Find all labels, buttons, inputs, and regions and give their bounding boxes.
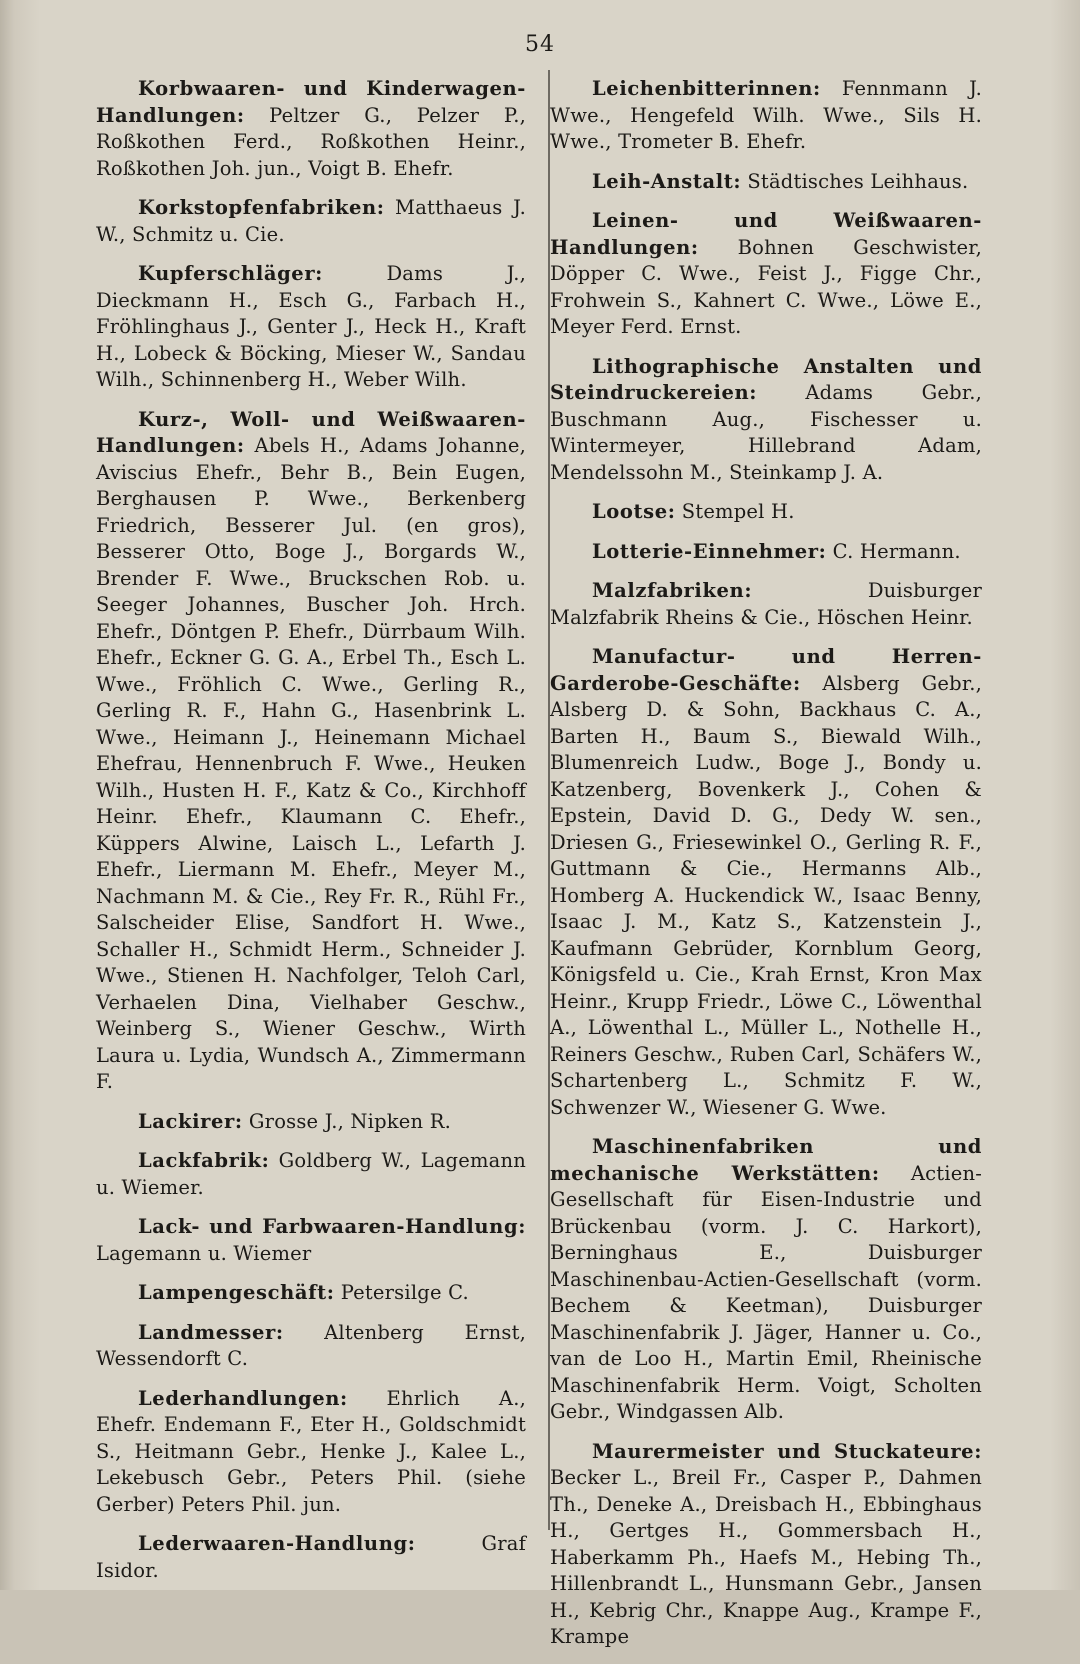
directory-entry xyxy=(96,1214,526,1267)
entry-heading: Lotterie-Einnehmer: xyxy=(592,539,827,563)
entry-heading: Lederwaaren-Handlung: xyxy=(138,1532,416,1555)
entry-heading: Manufactur- und Herren-Garderobe-Geschäfte: xyxy=(550,645,982,695)
entry-text: Actien-Gesellschaft für Eisen-Industrie und Brückenbau (vorm. J. C. Harkort), Berninghaus E., Duisburger Maschinenbau-Actien-Gesellschaft (vorm. Bechem & Keetman), Duisburger Maschinenfabrik J. Jäger, Hanner u. Co., van de Loo H., Martin Emil, Rheinische Maschinenfabrik Herm. Voigt, Scholten Gebr., Windgassen Alb. xyxy=(550,1161,983,1423)
entry-text: Ehrlich A., Ehefr. Endemann F., Eter H., Goldschmidt S., Heitmann Gebr., Henke J., Kalee L., Lekebusch Gebr., Peters Phil. (siehe Gerber) Peters Phil. jun. xyxy=(96,1386,526,1516)
entry-text: Altenberg Ernst, Wessendorft C. xyxy=(96,1320,527,1370)
entry-text: Matthaeus J. W., Schmitz u. Cie. xyxy=(96,196,526,246)
entry-text: Grosse J., Nipken R. xyxy=(248,1109,451,1133)
entry-text: Goldberg W., Lagemann u. Wiemer. xyxy=(96,1149,527,1199)
entry-heading: Lithographische Anstalten und Steindruckereien: xyxy=(550,354,982,404)
directory-entry xyxy=(550,499,982,526)
entry-text: Abels H., Adams Johanne, Aviscius Ehefr., Behr B., Bein Eugen, Berghausen P. Wwe., Berkenberg Friedrich, Besserer Jul. (en gros), Besserer Otto, Boge J., Borgards W., Brender F. Wwe., Bruckschen Rob. u. Seeger Johannes, Buscher Joh. Hrch. Ehefr., Döntgen P. Ehefr., Dürrbaum Wilh. Ehefr., Eckner G. G. A., Erbel Th., Esch L. Wwe., Fröhlich C. Wwe., Gerling R., Gerling R. F., Hahn G., Hasenbrink L. Wwe., Heimann J., Heinemann Michael Ehefrau, Hennenbruch F. Wwe., Heuken Wilh., Husten H. F., Katz & Co., Kirchhoff Heinr. Ehefr., Klaumann C. Ehefr., Küppers Alwine, Laisch L., Lefarth J. Ehefr., Liermann M. Ehefr., Meyer M., Nachmann M. & Cie., Rey Fr. R., Rühl Fr., Salscheider Elise, Sandfort H. Wwe., Schaller H., Schmidt Herm., Schneider J. Wwe., Stienen H. Nachfolger, Teloh Carl, Verhaelen Dina, Vielhaber Geschw., Weinberg S., Wiener Geschw., Wirth Laura u. Lydia, Wundsch A., Zimmermann F. xyxy=(96,434,526,1093)
directory-entry xyxy=(96,1280,526,1307)
entry-text: Dams J., Dieckmann H., Esch G., Farbach H., Fröhlinghaus J., Genter J., Heck H., Kraft H., Lobeck & Böcking, Mieser W., Sandau Wilh., Schinnenberg H., Weber Wilh. xyxy=(96,262,526,391)
entry-text: Lagemann u. Wiemer xyxy=(96,1241,312,1265)
entry-heading: Malzfabriken: xyxy=(592,579,753,602)
entry-text: Städtisches Leihhaus. xyxy=(747,169,969,193)
directory-entry xyxy=(96,407,526,1096)
directory-entry xyxy=(96,1320,526,1373)
entry-text: Adams Gebr., Buschmann Aug., Fischesser u. Wintermeyer, Hillebrand Adam, Mendelssohn M., Steinkamp J. A. xyxy=(550,381,983,484)
right-column xyxy=(550,76,982,1664)
entry-text: Graf Isidor. xyxy=(96,1532,526,1582)
directory-entry xyxy=(96,1148,526,1201)
entry-text: Stempel H. xyxy=(681,500,795,523)
left-column xyxy=(96,76,526,1597)
directory-entry xyxy=(550,1439,982,1651)
entry-heading: Lederhandlungen: xyxy=(138,1386,348,1410)
entry-text: Duisburger Malzfabrik Rheins & Cie., Höschen Heinr. xyxy=(550,579,982,629)
entry-heading: Maschinenfabriken und mechanische Werkstätten: xyxy=(550,1135,982,1185)
directory-entry xyxy=(96,1531,526,1584)
entry-heading: Maurermeister und Stuckateure: xyxy=(592,1439,982,1463)
entry-heading: Lackfabrik: xyxy=(138,1149,270,1172)
entry-heading: Leih-Anstalt: xyxy=(592,169,742,193)
page-number: 54 xyxy=(525,32,555,57)
entry-heading: Lootse: xyxy=(592,500,676,523)
directory-entry xyxy=(550,208,982,341)
directory-entry xyxy=(550,169,982,196)
directory-entry xyxy=(96,195,526,248)
entry-text: Alsberg Gebr., Alsberg D. & Sohn, Backhaus C. A., Barten H., Baum S., Biewald Wilh., Blumenreich Ludw., Boge J., Bondy u. Katzenberg, Bovenkerk J., Cohen & Epstein, David D. G., Dedy W. sen., Driesen G., Friesewinkel O., Gerling R. F., Guttmann & Cie., Hermanns Alb., Homberg A. Huckendick W., Isaac Benny, Isaac J. M., Katz S., Katzenstein J., Kaufmann Gebrüder, Kornblum Georg, Königsfeld u. Cie., Krah Ernst, Kron Max Heinr., Krupp Friedr., Löwe C., Löwenthal A., Löwenthal L., Müller L., Nothelle H., Reiners Geschw., Ruben Carl, Schäfers W., Schartenberg L., Schmitz F. W., Schwenzer W., Wiesener G. Wwe. xyxy=(550,671,982,1119)
entry-heading: Korkstopfenfabriken: xyxy=(138,196,385,219)
directory-entry xyxy=(550,1134,982,1426)
entry-heading: Lackirer: xyxy=(138,1109,243,1133)
entry-text: Becker L., Breil Fr., Casper P., Dahmen Th., Deneke A., Dreisbach H., Ebbinghaus H., Gertges H., Gommersbach H., Haberkamm Ph., Haefs M., Hebing Th., Hillenbrandt L., Hunsmann Gebr., Jansen H., Kebrig Chr., Knappe Aug., Krampe F., Krampe xyxy=(550,1466,982,1648)
directory-entry xyxy=(550,354,982,487)
entry-text: Petersilge C. xyxy=(340,1281,469,1304)
directory-entry xyxy=(96,1109,526,1136)
entry-heading: Lampengeschäft: xyxy=(138,1281,335,1304)
entry-heading: Landmesser: xyxy=(138,1320,284,1344)
entry-heading: Leinen- und Weißwaaren-Handlungen: xyxy=(550,209,982,259)
directory-entry xyxy=(550,644,982,1121)
directory-entry xyxy=(550,539,982,566)
directory-entry xyxy=(96,261,526,394)
entry-heading: Korbwaaren- und Kinderwagen-Handlungen: xyxy=(96,77,526,127)
entry-heading: Lack- und Farbwaaren-Handlung: xyxy=(138,1215,526,1238)
entry-text: Fennmann J. Wwe., Hengefeld Wilh. Wwe., Sils H. Wwe., Trometer B. Ehefr. xyxy=(550,77,982,153)
directory-entry xyxy=(96,76,526,182)
entry-text: Peltzer G., Pelzer P., Roßkothen Ferd., Roßkothen Heinr., Roßkothen Joh. jun., Voigt B. Ehefr. xyxy=(96,103,526,180)
entry-heading: Kupferschläger: xyxy=(138,262,323,285)
directory-entry xyxy=(96,1386,526,1519)
directory-entry xyxy=(550,578,982,631)
entry-text: Bohnen Geschwister, Döpper C. Wwe., Feist J., Figge Chr., Frohwein S., Kahnert C. Wwe., Löwe E., Meyer Ferd. Ernst. xyxy=(550,235,982,338)
entry-heading: Leichenbitterinnen: xyxy=(592,77,821,100)
directory-entry xyxy=(550,76,982,156)
entry-text: C. Hermann. xyxy=(832,539,961,563)
entry-heading: Kurz-, Woll- und Weißwaaren-Handlungen: xyxy=(96,407,526,457)
